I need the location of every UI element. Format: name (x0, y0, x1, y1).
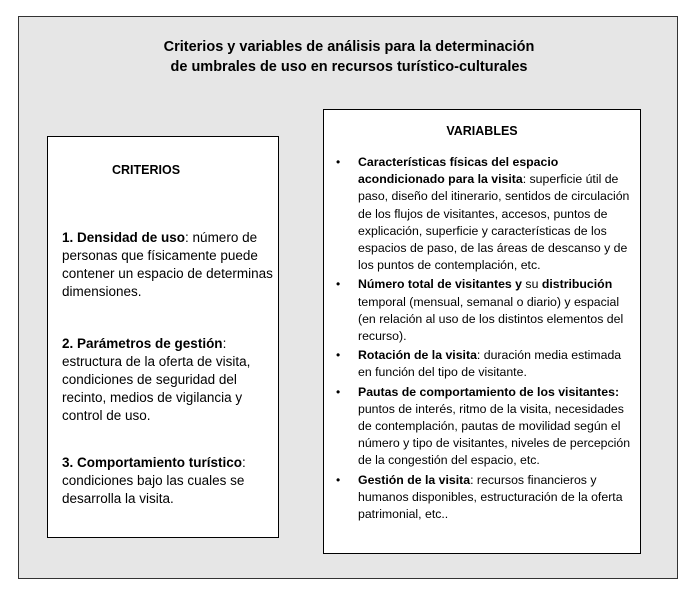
bullet-icon: • (336, 348, 341, 363)
variables-heading: VARIABLES (446, 124, 518, 138)
bullet-icon: • (336, 472, 341, 487)
criterio-separator: : (185, 230, 189, 245)
variable-text: : superficie útil de paso, diseño del itinerario, sentidos de circulación de los flujos de visitantes, accesos, puntos de explicación, superficie y características de los espacios de paso, de las áreas de descanso y de los puntos de contemplación, etc. (358, 172, 630, 273)
criterio-label: 1. Densidad de uso (62, 230, 186, 245)
bullet-icon: • (336, 277, 341, 292)
bullet-icon: • (336, 155, 341, 169)
criterios-heading: CRITERIOS (112, 163, 181, 177)
diagram-frame (18, 16, 678, 579)
variable-item (334, 276, 634, 345)
criterios-box (47, 136, 279, 538)
variable-item (334, 472, 634, 524)
bullet-icon: • (336, 384, 341, 399)
variable-item (334, 154, 634, 274)
variable-text: su (522, 277, 542, 292)
variable-label: Características físicas del espacio acondicionado para la visita (358, 155, 559, 187)
diagram-title (19, 37, 679, 77)
variable-label: Pautas de comportamiento de los visitantes: (358, 384, 620, 399)
criterio-separator: : (242, 455, 246, 470)
criterio-text: estructura de la oferta de visita, condiciones de seguridad del recinto, medios de vigilancia y control de uso. (62, 354, 251, 423)
criterio-text: condiciones bajo las cuales se desarrolla la visita. (62, 473, 245, 506)
variable-label: distribución (541, 277, 613, 292)
variable-text: : recursos financieros y humanos disponibles, estructuración de la oferta patrimonial, etc.. (358, 472, 623, 522)
variable-text: temporal (mensual, semanal o diario) y espacial (en relación al uso de los distintos elementos del recurso). (358, 294, 624, 344)
criterio-item (62, 229, 274, 301)
variable-item (334, 347, 634, 381)
variable-label: Número total de visitantes y (358, 277, 523, 292)
criterio-item (62, 335, 274, 425)
criterio-item (62, 454, 274, 508)
variables-box (323, 109, 641, 554)
variable-label: Rotación de la visita (358, 348, 477, 363)
title-line-2: de umbrales de uso en recursos turístico-culturales (170, 59, 528, 75)
variable-text: : duración media estimada en función del tipo de visitante. (358, 348, 622, 380)
title-line-1: Criterios y variables de análisis para la determinación (163, 39, 535, 55)
variables-list (334, 154, 634, 525)
criterio-separator: : (222, 336, 227, 351)
variable-text: puntos de interés, ritmo de la visita, necesidades de contemplación, pautas de movilidad según el número y tipo de visitantes, niveles de percepción de la congestión del espacio, etc. (358, 401, 631, 468)
criterio-label: 3. Comportamiento turístico (62, 455, 243, 470)
criterio-text: número de personas que físicamente puede contener un espacio de determinas dimensiones. (62, 230, 273, 299)
criterio-label: 2. Parámetros de gestión (62, 336, 223, 351)
variable-label: Gestión de la visita (358, 472, 471, 487)
variable-item (334, 384, 634, 470)
